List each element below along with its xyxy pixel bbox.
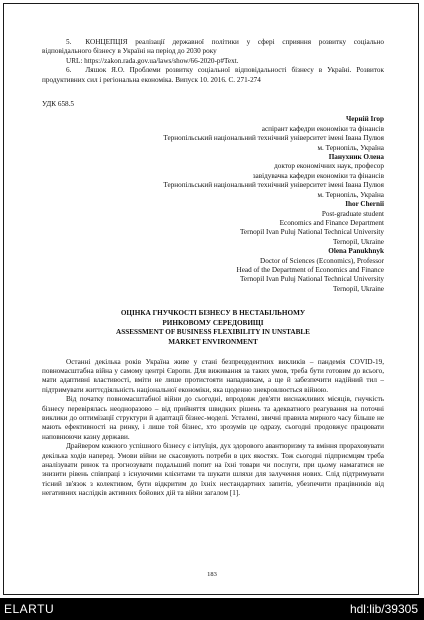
title-line: MARKET ENVIRONMENT (168, 337, 258, 346)
body-paragraph: Драйвером кожного успішного бізнесу є інтуїція, дух здорового авантюризму та вміння прораховувати декілька ходів наперед. Умови війни не скасовують потреби в цих якостях. Тож сьогодні підприємцям треба аналізувати ринок та прогнозувати подальший попит на їхні товари чи послуги, при цьому намагатися не знизити рівень співпраці з існуючими клієнтами та шукати шляхи для залучення нових. Слід підтримувати тісний зв'язок з колективом, бути відкритим до їхніх нестандартних запитів, убезпечити працівників від негативних наслідків активних бойових дій та війни загалом [1]. (42, 442, 384, 498)
reference-text: Ляшок Я.О. Проблеми розвитку соціальної відповідальності бізнесу в Україні. Розвиток продуктивних сил і регіональна економіка. Випуск 10. 2016. С. 271-274 (42, 66, 384, 84)
author-line: м. Тернопіль, Україна (317, 143, 384, 152)
author-line: Doctor of Sciences (Economics), Professor (260, 256, 384, 265)
author-line: завідувачка кафедри економіки та фінансів (252, 171, 384, 180)
author-name: Ihor Chernii (345, 200, 384, 209)
author-line: аспірант кафедри економіки та фінансів (261, 124, 384, 133)
author-line: Ternopil Ivan Puluj National Technical University (240, 275, 384, 284)
article-content (42, 38, 384, 499)
body-paragraph: Останні декілька років Україна живе у стані безпрецедентних викликів – пандемія COVID-19, повномасштабна війна у самому центрі Європи. Для виживання за таких умов, треба бути готовим до всього, мати адаптивні властивості, вміти не лише протистояти нападникам, а ще й забезпечити надійний тил – підтримувати життєдіяльність національної економіки, яка щоденно знекровлюється війною. (42, 357, 384, 394)
reference-url (42, 57, 384, 66)
reference-number: 6. (66, 66, 72, 75)
article-body (42, 358, 384, 499)
repository-name: ELARTU (4, 602, 55, 616)
author-name: Черній Ігор (345, 115, 384, 124)
author-block (42, 115, 384, 294)
body-paragraph: Від початку повномасштабної війни до сьогодні, впродовж дев'яти виснажливих місяців, гнучкість бізнесу перевірялась неодноразово – від прийняття швидких рішень та адекватного реагування на поточні виклики до оптимізації структури й адаптації бізнес-моделі. Усталені, звичні правила мирного часу більше не мають ефективності на ринку, і лише той бізнес, хто зрозумів це одразу, сьогодні продовжує працювати наповнюючи казну держави. (42, 395, 384, 441)
reference-number: 5. (66, 38, 72, 46)
author-line: Тернопільський національний технічний університет імені Івана Пулюя (163, 134, 384, 143)
udc-code: УДК 658.5 (42, 100, 75, 109)
author-line: Ternopil, Ukraine (333, 237, 384, 246)
author-line: Head of the Department of Economics and Finance (236, 265, 384, 274)
repository-footer-bar (0, 598, 424, 620)
title-line: ОЦІНКА ГНУЧКОСТІ БІЗНЕСУ В НЕСТАБІЛЬНОМУ (120, 309, 306, 318)
reference-item (42, 38, 384, 57)
author-line: м. Тернопіль, Україна (317, 190, 384, 199)
author-line: Post-graduate student (321, 209, 384, 218)
author-name: Панухник Олена (328, 153, 384, 162)
reference-text: КОНЦЕПЦІЯ реалізації державної політики у сфері сприяння розвитку соціально відповідального бізнесу в Україні на період до 2030 року (42, 38, 384, 56)
author-line: Ternopil Ivan Puluj National Technical University (240, 228, 384, 237)
author-line: Тернопільський національний технічний університет імені Івана Пулюя (163, 181, 384, 190)
author-line: Ternopil, Ukraine (333, 284, 384, 293)
reference-list (42, 38, 384, 85)
handle-identifier[interactable]: hdl:lib/39305 (349, 602, 418, 616)
reference-link[interactable]: URL: https://zakon.rada.gov.ua/laws/show/66-2020-р#Text. (66, 56, 239, 65)
author-name: Olena Panukhnyk (328, 247, 384, 256)
page-number: 183 (207, 571, 217, 578)
article-title (42, 309, 384, 347)
author-line: доктор економічних наук, професор (274, 162, 384, 171)
reference-item (42, 66, 384, 85)
author-line: Economics and Finance Department (279, 218, 384, 227)
title-line: ASSESSMENT OF BUSINESS FLEXIBILITY IN UNSTABLE (116, 328, 310, 337)
title-line: РИНКОВОМУ СЕРЕДОВИЩІ (162, 318, 264, 327)
